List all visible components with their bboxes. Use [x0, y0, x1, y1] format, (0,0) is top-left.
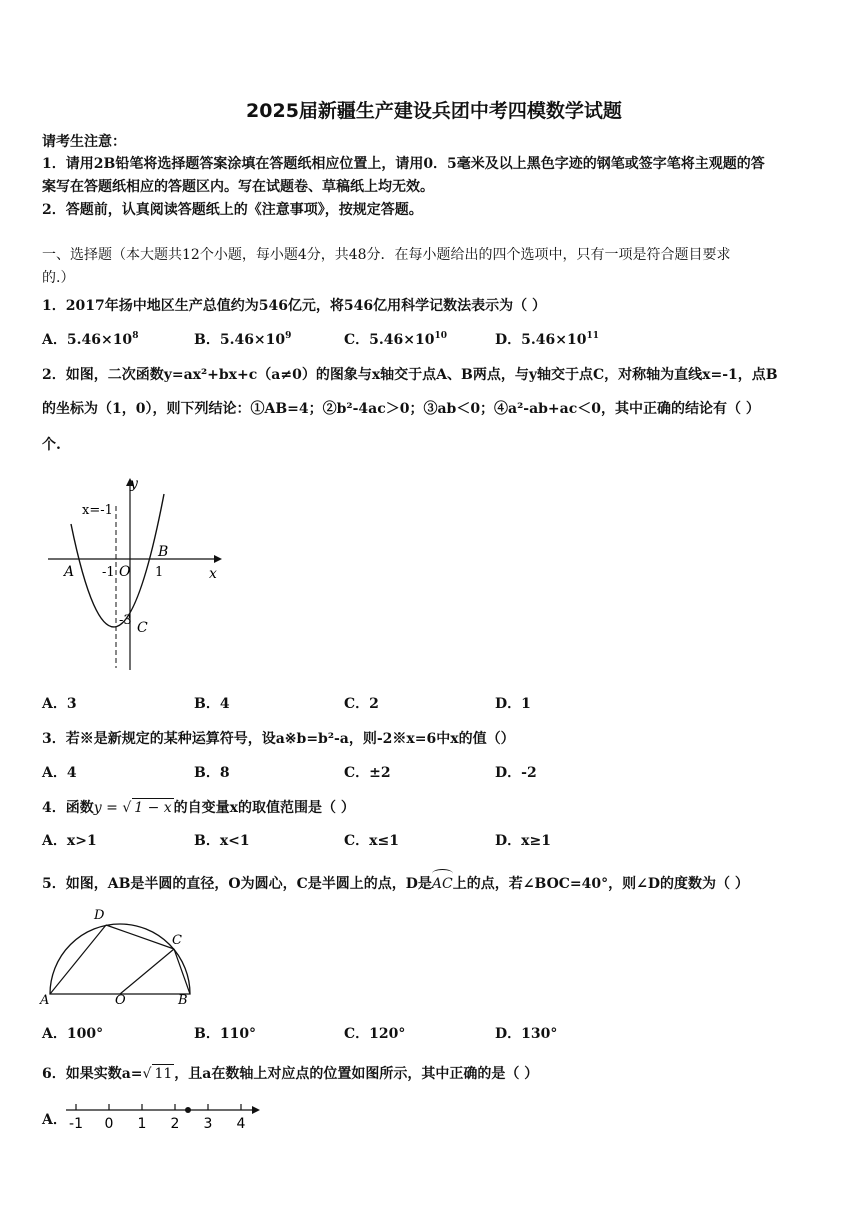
- point-o-label: O: [115, 993, 126, 1006]
- q6-stem-post: ，且a在数轴上对应点的位置如图所示，其中正确的是（ ）: [174, 1066, 539, 1082]
- number-line-arrow-icon: [252, 1106, 260, 1114]
- q1-option-b-text: B．5.46×10: [194, 332, 286, 348]
- section-header-line-2: 的.）: [42, 270, 75, 286]
- q6-stem-pre: 6．如果实数a=: [42, 1066, 143, 1082]
- q3-option-b[interactable]: B．8: [194, 765, 230, 781]
- q5-option-b[interactable]: B．110°: [194, 1026, 257, 1042]
- number-line-tick-label: 4: [236, 1116, 246, 1132]
- segment-dc: [106, 925, 174, 949]
- section-header-line-1: 一、选择题（本大题共12个小题，每小题4分，共48分．在每小题给出的四个选项中，只有一项是符合题目要求: [42, 247, 731, 263]
- notice-heading: 请考生注意：: [42, 134, 126, 150]
- symmetry-axis-label: x=-1: [82, 503, 113, 518]
- x-axis-label: x: [209, 566, 217, 582]
- q2-option-a[interactable]: A．3: [42, 696, 77, 712]
- segment-oc: [120, 949, 174, 994]
- q1-option-d[interactable]: [495, 331, 599, 349]
- q4-formula-radicand: 1 − x: [134, 800, 172, 816]
- q1-option-d-text: D．5.46×10: [495, 332, 587, 348]
- question-2-line-2: 的坐标为（1，0），则下列结论：①AB=4；②b²-4ac＞0；③ab＜0；④a²-ab+ac＜0，其中正确的结论有（ ）: [42, 401, 760, 417]
- q5-stem-pre: 5．如图，AB是半圆的直径，O为圆心，C是半圆上的点，D是: [42, 876, 432, 892]
- q4-option-c[interactable]: C．x≤1: [344, 833, 399, 849]
- point-a-label: A: [40, 993, 50, 1006]
- q1-option-b-exp: 9: [285, 331, 292, 341]
- point-c-label: C: [137, 620, 148, 636]
- number-line-tick-label: 3: [203, 1116, 213, 1132]
- arc-mark-icon: [432, 869, 453, 878]
- tick-label-1: 1: [155, 565, 164, 580]
- question-4-stem: 4．函数y = √ 1 − x 的自变量x的取值范围是（ ）: [42, 800, 355, 816]
- q2-option-d[interactable]: D．1: [495, 696, 531, 712]
- q6-option-a-label[interactable]: A．: [42, 1112, 67, 1128]
- y-axis-label: y: [130, 476, 138, 492]
- notice-line-2: 案写在答题纸相应的答题区内。写在试题卷、草稿纸上均无效。: [42, 179, 434, 195]
- q4-option-d[interactable]: D．x≥1: [495, 833, 551, 849]
- q6-radicand: 11: [154, 1066, 173, 1082]
- q5-arc-ac: [432, 871, 453, 893]
- tick-label-neg3: -3: [119, 613, 132, 628]
- q4-option-b[interactable]: B．x<1: [194, 833, 250, 849]
- q1-option-b[interactable]: [194, 331, 291, 349]
- q4-formula-eq: =: [101, 800, 123, 816]
- q5-stem-post: 上的点，若∠BOC=40°，则∠D的度数为（ ）: [452, 876, 749, 892]
- q1-option-a[interactable]: [42, 331, 138, 349]
- semicircle-figure: [38, 906, 198, 1006]
- segment-cb: [174, 949, 190, 994]
- q4-formula-y: y: [93, 800, 102, 816]
- point-b-label: B: [158, 544, 169, 560]
- q1-option-c-text: C．5.46×10: [344, 332, 435, 348]
- q5-option-a[interactable]: A．100°: [42, 1026, 104, 1042]
- page-title: 2025届新疆生产建设兵团中考四模数学试题: [246, 100, 622, 122]
- question-2-line-3: 个.: [42, 437, 61, 453]
- q1-option-c-exp: 10: [434, 331, 447, 341]
- q2-option-c[interactable]: C．2: [344, 696, 379, 712]
- point-d-label: D: [94, 908, 105, 923]
- notice-line-1: 1．请用2B铅笔将选择题答案涂填在答题纸相应位置上，请用0．5毫米及以上黑色字迹的钢笔或签字笔将主观题的答: [42, 156, 765, 172]
- q1-option-c[interactable]: [344, 331, 447, 349]
- q5-option-d[interactable]: D．130°: [495, 1026, 558, 1042]
- q3-option-a[interactable]: A．4: [42, 765, 77, 781]
- question-5-stem: [42, 871, 749, 893]
- question-2-line-1: 2．如图，二次函数y=ax²+bx+c（a≠0）的图象与x轴交于点A、B两点，与y轴交于点C，对称轴为直线x=-1，点B: [42, 367, 778, 383]
- number-line-tick-label: -1: [69, 1116, 83, 1132]
- q4-stem-post: 的自变量x的取值范围是（ ）: [173, 800, 355, 816]
- q1-option-a-exp: 8: [132, 331, 139, 341]
- q5-arc-label: AC: [431, 876, 453, 892]
- q3-option-d[interactable]: D．-2: [495, 765, 537, 781]
- q5-option-c[interactable]: C．120°: [344, 1026, 406, 1042]
- number-line-tick-label: 2: [170, 1116, 180, 1132]
- question-1-stem: 1．2017年扬中地区生产总值约为546亿元，将546亿用科学记数法表示为（ ）: [42, 298, 547, 314]
- parabola-figure: [44, 474, 224, 674]
- q6-number-line: [62, 1098, 262, 1134]
- number-line-ticks: [69, 1104, 246, 1132]
- q1-option-d-exp: 11: [586, 331, 599, 341]
- origin-label: O: [119, 564, 131, 580]
- semicircle-outline: [50, 924, 190, 994]
- point-c-label: C: [172, 933, 182, 948]
- q4-stem-pre: 4．函数: [42, 800, 94, 816]
- point-b-label: B: [178, 993, 188, 1006]
- number-line-tick-label: 0: [104, 1116, 114, 1132]
- point-a-marker: [185, 1107, 191, 1113]
- q3-option-c[interactable]: C．±2: [344, 765, 391, 781]
- q2-option-b[interactable]: B．4: [194, 696, 230, 712]
- number-line-tick-label: 1: [137, 1116, 147, 1132]
- tick-label-neg1: -1: [102, 565, 115, 580]
- q1-option-a-text: A．5.46×10: [42, 332, 133, 348]
- point-a-label: A: [64, 564, 75, 580]
- question-6-stem: 6．如果实数a=√ 11 ，且a在数轴上对应点的位置如图所示，其中正确的是（ ）: [42, 1066, 539, 1082]
- question-3-stem: 3．若※是新规定的某种运算符号，设a※b=b²-a，则-2※x=6中x的值（）: [42, 731, 515, 747]
- x-axis-arrow-icon: [214, 555, 222, 563]
- notice-line-3: 2．答题前，认真阅读答题纸上的《注意事项》，按规定答题。: [42, 202, 423, 218]
- q4-option-a[interactable]: A．x>1: [42, 833, 97, 849]
